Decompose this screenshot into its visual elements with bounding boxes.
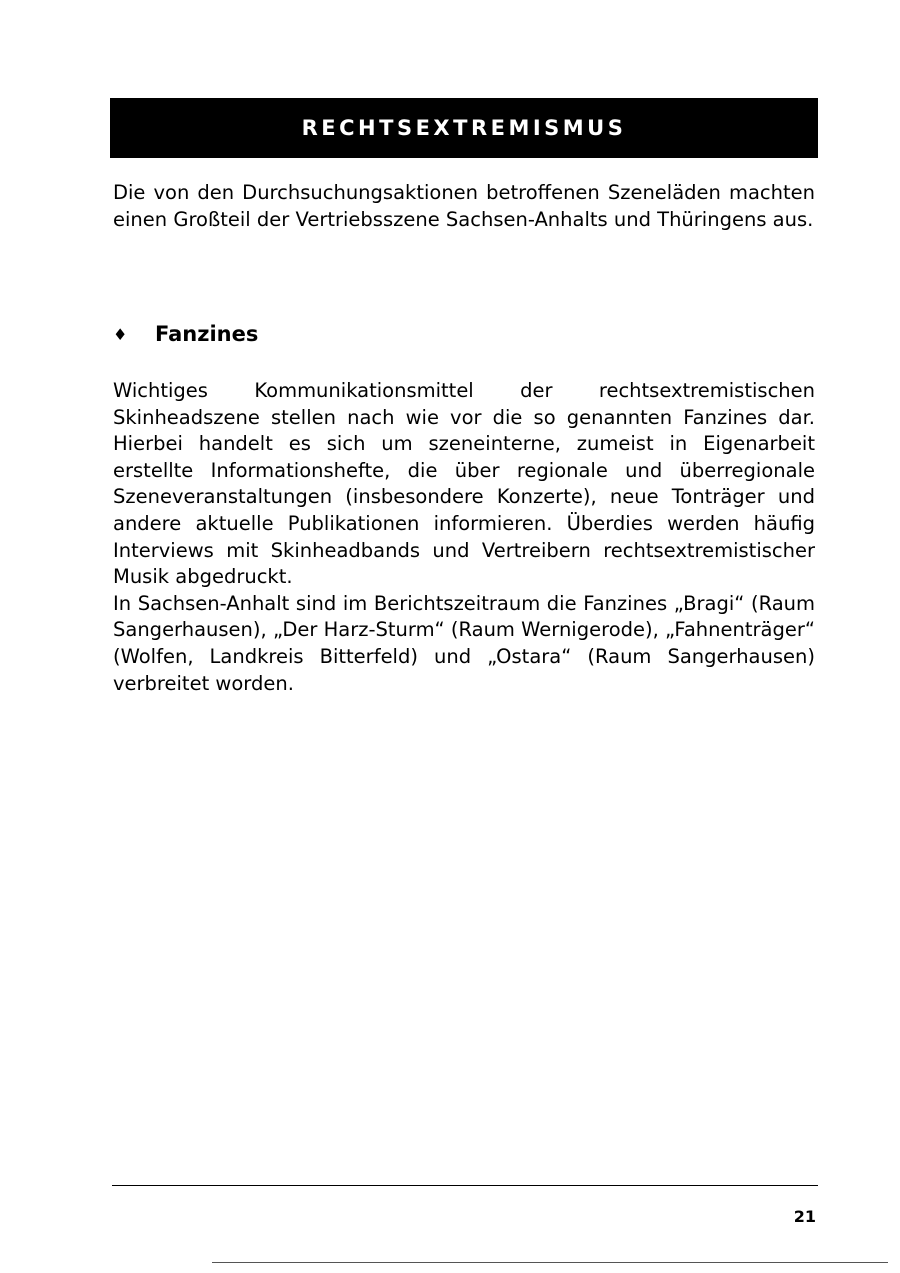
body-paragraph: Wichtiges Kommunikationsmittel der rechtsextremistischen Skinheadszene stellen nach wie vor die so genannten Fanzines dar. Hierbei handelt es sich um szeneinterne, zumeist in Eigenarbeit erstellte Informationshefte, die über regionale und überregionale Szeneveranstaltungen (insbesondere Konzerte), neue Tonträger und andere aktuelle Publikationen informieren. Überdies werden häufig Interviews mit Skinheadbands und Vertreibern rechtsextremistischer Musik abgedruckt. [113,379,815,589]
body-paragraph: In Sachsen-Anhalt sind im Berichtszeitraum die Fanzines „Bragi“ (Raum Sangerhausen), „Der Harz-Sturm“ (Raum Wernigerode), „Fahnenträger“ (Wolfen, Landkreis Bitterfeld) und „Ostara“ (Raum Sangerhausen) verbreitet worden. [113,591,815,695]
page-number: 21 [793,1207,816,1226]
section-header-bar [110,98,818,158]
diamond-bullet-icon: ♦ [113,324,128,344]
section-header-title: RECHTSEXTREMISMUS [301,116,627,140]
intro-paragraph: Die von den Durchsuchungsaktionen betroffenen Szeneläden machten einen Großteil der Vertriebsszene Sachsen-Anhalts und Thüringens aus. [113,181,815,231]
bottom-divider [212,1262,888,1263]
fanzines-body [113,378,815,697]
footer-divider [112,1185,818,1186]
fanzines-heading-text: Fanzines [155,322,259,346]
fanzines-heading [113,319,258,349]
